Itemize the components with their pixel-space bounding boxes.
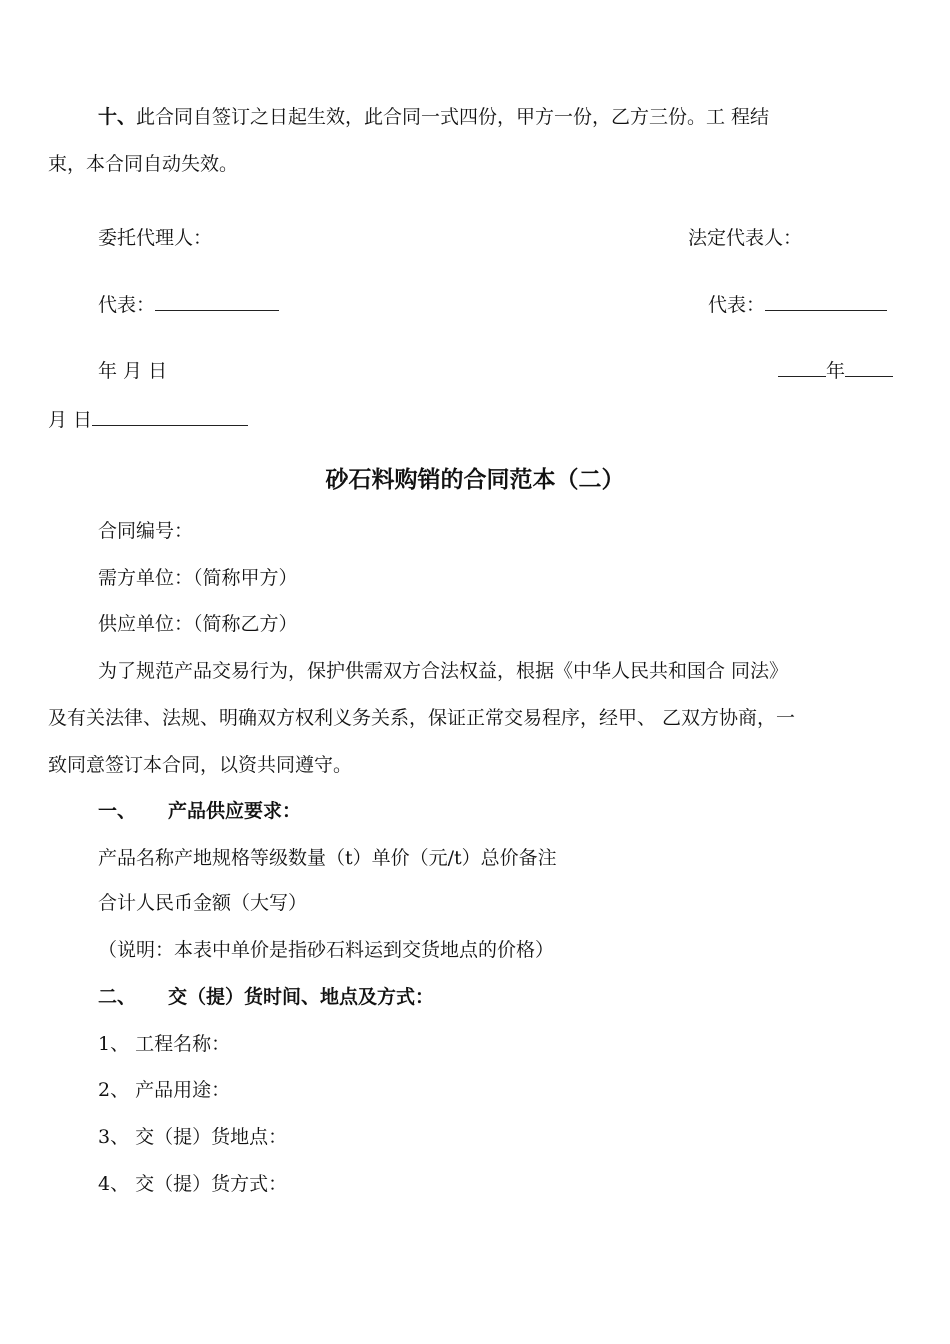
list-item-project-name: 1、 工程名称： xyxy=(98,1033,231,1055)
preamble-line-2: 及有关法律、法规、明确双方权利义务关系，保证正常交易程序，经甲、 乙双方协商，一 xyxy=(48,707,796,729)
left-agent-label: 委托代理人： xyxy=(98,227,213,249)
preamble-line-3: 致同意签订本合同，以资共同遵守。 xyxy=(48,754,353,776)
section-2-heading: 交（提）货时间、地点及方式： xyxy=(168,986,435,1008)
list-item-delivery-method: 4、 交（提）货方式： xyxy=(98,1173,288,1195)
left-rep-label: 代表： xyxy=(98,294,156,316)
left-rep-line xyxy=(98,293,279,317)
section-1-number: 一、 xyxy=(98,800,137,822)
right-agent-label: 法定代表人： xyxy=(688,227,803,249)
total-amount-label: 合计人民币金额（大写） xyxy=(98,892,308,914)
right-year-blank xyxy=(778,376,826,377)
left-rep-blank xyxy=(155,310,279,311)
right-year-suffix: 年 xyxy=(826,360,846,382)
contract-number-label: 合同编号： xyxy=(98,520,194,542)
clause-10-line-2: 束，本合同自动失效。 xyxy=(48,153,239,175)
price-note: （说明：本表中单价是指砂石料运到交货地点的价格） xyxy=(98,939,555,961)
list-item-delivery-place: 3、 交（提）货地点： xyxy=(98,1126,288,1148)
clause-10-number: 十、 xyxy=(98,106,137,128)
section-2-number: 二、 xyxy=(98,986,137,1008)
right-rep-line xyxy=(708,293,887,317)
section-1-heading: 产品供应要求： xyxy=(168,800,302,822)
right-date-blank xyxy=(92,425,248,426)
supplier-unit-label: 供应单位：（简称乙方） xyxy=(98,613,298,635)
right-date-cont-text: 月 日 xyxy=(48,409,93,431)
right-rep-label: 代表： xyxy=(708,294,766,316)
list-item-product-usage: 2、 产品用途： xyxy=(98,1079,231,1101)
document-title: 砂石料购销的合同范本（二） xyxy=(325,467,625,493)
buyer-unit-label: 需方单位：（简称甲方） xyxy=(98,567,298,589)
preamble-line-1: 为了规范产品交易行为，保护供需双方合法权益，根据《中华人民共和国合 同法》 xyxy=(98,660,789,682)
clause-10-text: 此合同自签订之日起生效，此合同一式四份，甲方一份，乙方三份。工 程结 xyxy=(136,106,770,128)
right-month-blank xyxy=(845,376,893,377)
product-table-header: 产品名称产地规格等级数量（t）单价（元/t）总价备注 xyxy=(98,847,557,869)
left-date: 年 月 日 xyxy=(98,360,168,382)
right-date-continued xyxy=(48,408,248,432)
right-rep-blank xyxy=(765,310,887,311)
clause-10-line-1 xyxy=(98,105,769,129)
right-date-line xyxy=(778,359,893,383)
